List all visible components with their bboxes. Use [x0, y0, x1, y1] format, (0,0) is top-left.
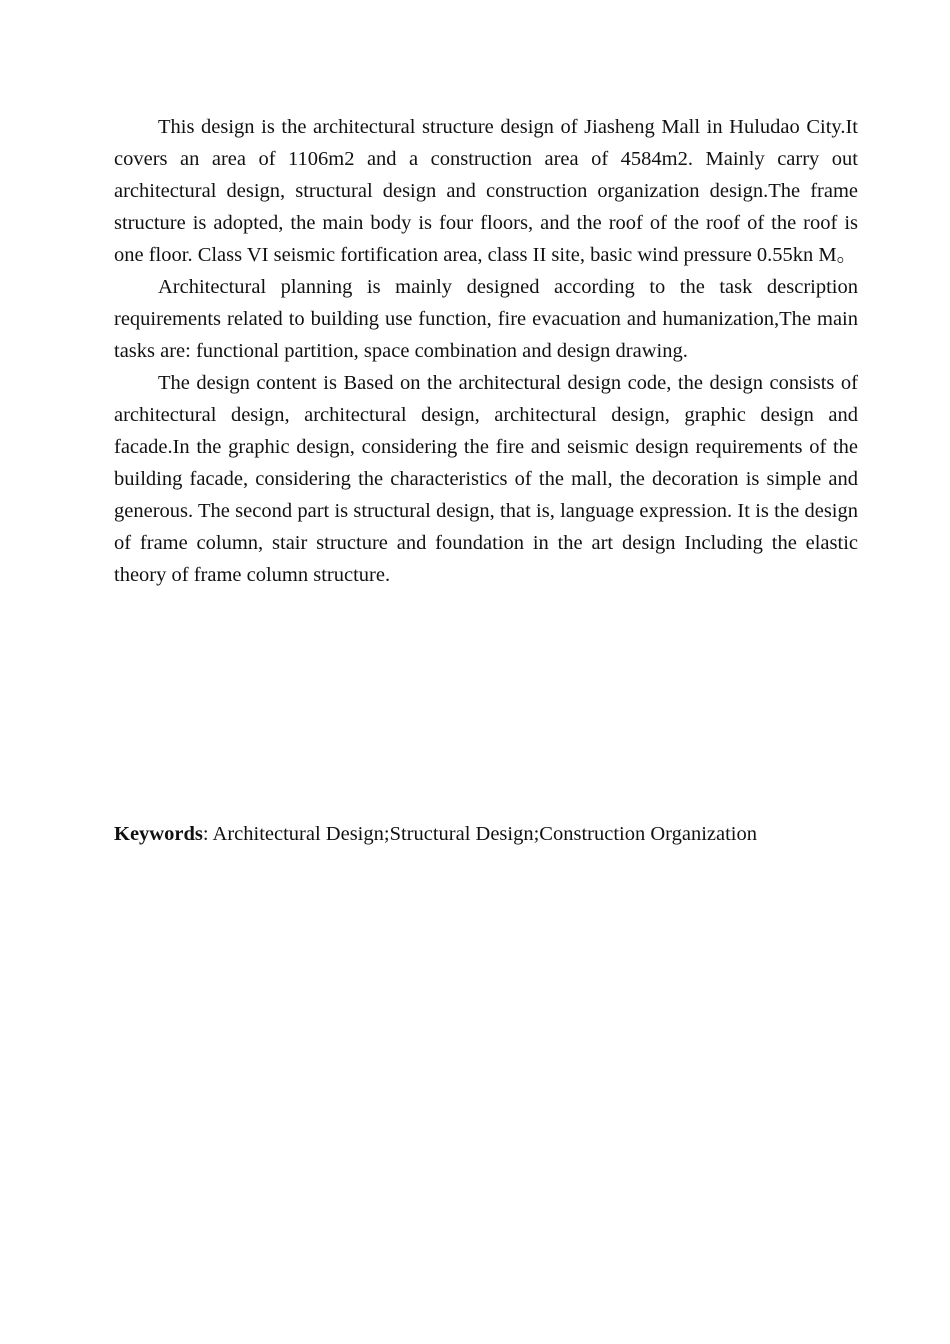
keywords-separator: :: [202, 823, 213, 845]
abstract-body: [114, 111, 858, 591]
abstract-paragraph-1: This design is the architectural structure design of Jiasheng Mall in Huludao City.It covers an area of 1106m2 and a construction area of 4584m2. Mainly carry out architectural design, structural design and construction organization design.The frame structure is adopted, the main body is four floors, and the roof of the roof of the roof is one floor. Class VI seismic fortification area, class II site, basic wind pressure 0.55kn M。: [114, 116, 858, 266]
keywords-line: [114, 818, 874, 850]
keywords-text: Architectural Design;Structural Design;Construction Organization: [212, 823, 757, 845]
abstract-paragraph-2: Architectural planning is mainly designed according to the task description requirements related to building use function, fire evacuation and humanization,The main tasks are: functional partition, space combination and design drawing.: [114, 276, 858, 362]
abstract-paragraph-3: The design content is Based on the architectural design code, the design consists of architectural design, architectural design, architectural design, graphic design and facade.In the graphic design, considering the fire and seismic design requirements of the building facade, considering the characteristics of the mall, the decoration is simple and generous. The second part is structural design, that is, language expression. It is the design of frame column, stair structure and foundation in the art design Including the elastic theory of frame column structure.: [114, 372, 858, 586]
keywords-label: Keywords: [114, 823, 203, 845]
